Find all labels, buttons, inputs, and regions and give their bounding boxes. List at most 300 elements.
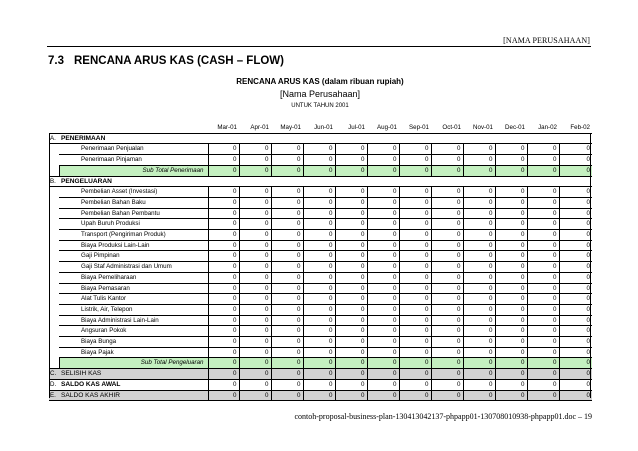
cell-value: 0 [303,208,335,219]
cell-value: 0 [303,347,335,358]
cell-value: 0 [495,304,527,315]
cell-value: 0 [527,315,559,326]
cell-value: 0 [495,165,527,176]
empty-cell [239,133,271,144]
cell-value: 0 [208,230,239,241]
cell-value: 0 [303,155,335,166]
cell-value: 0 [463,326,495,337]
cell-value: 0 [271,165,303,176]
row-label: Sub Total Pengeluaran [59,358,208,369]
cell-value: 0 [431,155,463,166]
cell-value: 0 [367,294,399,305]
cell-value: 0 [335,208,367,219]
table-row [49,187,592,198]
table-row [49,272,592,283]
cell-value: 0 [527,379,559,390]
cell-value: 0 [559,187,592,198]
cell-value: 0 [463,390,495,401]
table-row [49,144,592,155]
row-label: Pembelian Bahan Baku [59,197,208,208]
cell-value: 0 [208,337,239,348]
cell-value: 0 [463,230,495,241]
cell-value: 0 [367,262,399,273]
cell-value: 0 [239,197,271,208]
section-title: RENCANA ARUS KAS (CASH – FLOW) [74,55,284,67]
month-header: Apr-01 [239,123,271,133]
cell-value: 0 [463,165,495,176]
document-footer: contoh-proposal-business-plan-130413042137-phpapp01-130708010938-phpapp01.doc – 19 [294,412,592,421]
cell-value: 0 [463,219,495,230]
cell-value: 0 [463,208,495,219]
cell-value: 0 [335,304,367,315]
cell-value: 0 [208,283,239,294]
cell-value: 0 [335,294,367,305]
table-left-border [49,133,50,398]
cell-value: 0 [367,187,399,198]
cell-value: 0 [271,347,303,358]
cell-value: 0 [367,390,399,401]
empty-cell [239,176,271,187]
empty-cell [399,176,431,187]
cell-value: 0 [559,379,592,390]
cell-value: 0 [399,379,431,390]
cell-value: 0 [208,272,239,283]
cell-value: 0 [367,144,399,155]
cell-value: 0 [559,208,592,219]
cell-value: 0 [495,262,527,273]
cell-value: 0 [239,219,271,230]
cell-value: 0 [303,283,335,294]
month-header: Oct-01 [431,123,463,133]
cell-value: 0 [431,283,463,294]
cell-value: 0 [431,219,463,230]
row-label: SALDO KAS AKHIR [59,390,208,401]
row-letter: A. [49,133,59,144]
cell-value: 0 [208,347,239,358]
empty-cell [335,176,367,187]
cell-value: 0 [208,219,239,230]
cell-value: 0 [367,219,399,230]
cell-value: 0 [335,197,367,208]
table-row [49,315,592,326]
section-number: 7.3 [48,55,64,67]
cell-value: 0 [208,240,239,251]
cell-value: 0 [271,283,303,294]
row-letter [49,155,59,166]
cell-value: 0 [271,337,303,348]
cell-value: 0 [208,187,239,198]
month-header-row [49,123,592,133]
cell-value: 0 [495,197,527,208]
cell-value: 0 [559,283,592,294]
cell-value: 0 [463,262,495,273]
cell-value: 0 [559,251,592,262]
cell-value: 0 [431,262,463,273]
cell-value: 0 [239,251,271,262]
cell-value: 0 [559,337,592,348]
empty-cell [463,133,495,144]
row-letter [49,272,59,283]
cell-value: 0 [495,326,527,337]
cell-value: 0 [303,337,335,348]
cell-value: 0 [271,294,303,305]
cell-value: 0 [399,262,431,273]
cell-value: 0 [367,251,399,262]
cell-value: 0 [367,165,399,176]
cell-value: 0 [208,304,239,315]
cell-value: 0 [239,262,271,273]
empty-cell [495,176,527,187]
cell-value: 0 [399,315,431,326]
table-row [49,230,592,241]
cell-value: 0 [559,369,592,380]
cell-value: 0 [399,294,431,305]
empty-cell [527,133,559,144]
cell-value: 0 [559,294,592,305]
row-label: Biaya Produksi Lain-Lain [59,240,208,251]
cell-value: 0 [495,219,527,230]
cell-value: 0 [335,219,367,230]
row-label: Biaya Administrasi Lain-Lain [59,315,208,326]
cell-value: 0 [239,230,271,241]
cell-value: 0 [463,144,495,155]
cell-value: 0 [463,283,495,294]
cell-value: 0 [335,369,367,380]
row-letter [49,251,59,262]
cell-value: 0 [527,262,559,273]
month-header: Nov-01 [463,123,495,133]
empty-cell [559,176,592,187]
row-letter [49,283,59,294]
summary-row [49,379,592,390]
cell-value: 0 [335,326,367,337]
cell-value: 0 [303,304,335,315]
cell-value: 0 [527,230,559,241]
cell-value: 0 [399,240,431,251]
cell-value: 0 [367,358,399,369]
cell-value: 0 [208,294,239,305]
cell-value: 0 [239,326,271,337]
cell-value: 0 [463,337,495,348]
cell-value: 0 [527,358,559,369]
month-header: Jan-02 [527,123,559,133]
cell-value: 0 [495,379,527,390]
header-spacer [49,123,59,133]
cell-value: 0 [239,155,271,166]
empty-cell [559,133,592,144]
cell-value: 0 [431,144,463,155]
cell-value: 0 [303,251,335,262]
cell-value: 0 [367,315,399,326]
cell-value: 0 [271,326,303,337]
row-letter [49,326,59,337]
row-letter [49,165,59,176]
row-label: Listrik, Air, Telepon [59,304,208,315]
cell-value: 0 [208,390,239,401]
cell-value: 0 [559,230,592,241]
cell-value: 0 [208,315,239,326]
cell-value: 0 [431,304,463,315]
cell-value: 0 [208,379,239,390]
cell-value: 0 [303,187,335,198]
cell-value: 0 [271,187,303,198]
cell-value: 0 [271,315,303,326]
cell-value: 0 [208,326,239,337]
cell-value: 0 [367,240,399,251]
cell-value: 0 [527,208,559,219]
row-letter [49,337,59,348]
cell-value: 0 [367,197,399,208]
cell-value: 0 [239,187,271,198]
cell-value: 0 [239,304,271,315]
cell-value: 0 [527,240,559,251]
header-rule [47,46,591,47]
cell-value: 0 [399,197,431,208]
cell-value: 0 [303,294,335,305]
cell-value: 0 [431,358,463,369]
cell-value: 0 [303,369,335,380]
cell-value: 0 [559,165,592,176]
cell-value: 0 [335,165,367,176]
row-label: PENGELUARAN [59,176,208,187]
cell-value: 0 [559,326,592,337]
cell-value: 0 [559,240,592,251]
cell-value: 0 [367,272,399,283]
cell-value: 0 [399,337,431,348]
cell-value: 0 [367,337,399,348]
cell-value: 0 [431,369,463,380]
cell-value: 0 [399,187,431,198]
empty-cell [431,176,463,187]
empty-cell [399,133,431,144]
cell-value: 0 [431,390,463,401]
cell-value: 0 [463,197,495,208]
cell-value: 0 [431,315,463,326]
cell-value: 0 [527,144,559,155]
row-label: Penerimaan Penjualan [59,144,208,155]
table-row [49,262,592,273]
cell-value: 0 [303,230,335,241]
cell-value: 0 [367,379,399,390]
cell-value: 0 [463,358,495,369]
cell-value: 0 [495,283,527,294]
empty-cell [463,176,495,187]
cell-value: 0 [271,144,303,155]
cell-value: 0 [463,315,495,326]
row-label: Pembelian Asset (Investasi) [59,187,208,198]
cell-value: 0 [271,197,303,208]
cell-value: 0 [239,315,271,326]
cell-value: 0 [367,369,399,380]
cell-value: 0 [303,315,335,326]
cell-value: 0 [239,347,271,358]
cell-value: 0 [495,208,527,219]
cell-value: 0 [527,155,559,166]
cell-value: 0 [527,219,559,230]
cell-value: 0 [495,369,527,380]
cell-value: 0 [527,165,559,176]
cell-value: 0 [367,304,399,315]
subtotal-row [49,165,592,176]
cell-value: 0 [271,219,303,230]
cell-value: 0 [559,155,592,166]
cell-value: 0 [335,230,367,241]
cell-value: 0 [495,144,527,155]
row-label: Angsuran Pokok [59,326,208,337]
table-row [49,197,592,208]
cell-value: 0 [335,262,367,273]
cell-value: 0 [399,251,431,262]
cell-value: 0 [208,208,239,219]
table-row [49,326,592,337]
cell-value: 0 [303,165,335,176]
row-letter [49,187,59,198]
cell-value: 0 [559,315,592,326]
cell-value: 0 [463,251,495,262]
row-letter [49,144,59,155]
cell-value: 0 [303,240,335,251]
cell-value: 0 [271,262,303,273]
cell-value: 0 [399,304,431,315]
cell-value: 0 [271,272,303,283]
empty-cell [271,176,303,187]
table-row [49,155,592,166]
cell-value: 0 [271,240,303,251]
cell-value: 0 [527,369,559,380]
subtotal-row [49,358,592,369]
cell-value: 0 [271,230,303,241]
empty-cell [527,176,559,187]
row-letter: E. [49,390,59,401]
cell-value: 0 [431,240,463,251]
cell-value: 0 [367,155,399,166]
cell-value: 0 [367,326,399,337]
cash-flow-table [49,123,592,401]
cell-value: 0 [495,337,527,348]
row-label: Alat Tulis Kantor [59,294,208,305]
month-header: May-01 [271,123,303,133]
row-letter [49,294,59,305]
cell-value: 0 [208,369,239,380]
cell-value: 0 [559,272,592,283]
report-title: RENCANA ARUS KAS (dalam ribuan rupiah) [236,77,404,86]
table-row [49,219,592,230]
empty-cell [208,133,239,144]
cell-value: 0 [303,379,335,390]
table-right-border [590,133,591,398]
report-company: [Nama Perusahaan] [279,89,361,99]
cell-value: 0 [303,390,335,401]
cell-value: 0 [335,272,367,283]
cell-value: 0 [303,358,335,369]
cell-value: 0 [208,197,239,208]
row-letter [49,240,59,251]
cell-value: 0 [335,315,367,326]
cell-value: 0 [559,347,592,358]
cell-value: 0 [367,208,399,219]
cell-value: 0 [239,390,271,401]
table-row [49,347,592,358]
cell-value: 0 [208,251,239,262]
empty-cell [208,176,239,187]
cell-value: 0 [527,294,559,305]
cell-value: 0 [431,187,463,198]
cell-value: 0 [463,272,495,283]
summary-row [49,369,592,380]
month-header: Sep-01 [399,123,431,133]
table-row [49,337,592,348]
cell-value: 0 [431,230,463,241]
document-header-company: [NAMA PERUSAHAAN] [503,36,590,45]
cell-value: 0 [271,390,303,401]
row-letter [49,358,59,369]
cell-value: 0 [495,294,527,305]
cell-value: 0 [527,251,559,262]
cell-value: 0 [271,155,303,166]
cell-value: 0 [239,240,271,251]
row-letter [49,230,59,241]
cell-value: 0 [463,369,495,380]
cell-value: 0 [431,347,463,358]
row-label: SALDO KAS AWAL [59,379,208,390]
cell-value: 0 [495,251,527,262]
cell-value: 0 [271,208,303,219]
cell-value: 0 [399,208,431,219]
row-letter [49,347,59,358]
cell-value: 0 [208,155,239,166]
row-label: Biaya Bunga [59,337,208,348]
cell-value: 0 [271,304,303,315]
cell-value: 0 [335,187,367,198]
row-letter: D. [49,379,59,390]
cell-value: 0 [399,219,431,230]
cell-value: 0 [431,272,463,283]
cell-value: 0 [527,283,559,294]
cell-value: 0 [303,272,335,283]
row-label: Upah Buruh Produksi [59,219,208,230]
empty-cell [303,133,335,144]
month-header: Mar-01 [208,123,239,133]
cell-value: 0 [208,144,239,155]
cell-value: 0 [208,358,239,369]
cell-value: 0 [208,262,239,273]
empty-cell [367,133,399,144]
cell-value: 0 [335,347,367,358]
row-letter [49,219,59,230]
row-letter: C. [49,369,59,380]
cell-value: 0 [495,315,527,326]
cell-value: 0 [303,219,335,230]
cell-value: 0 [239,272,271,283]
empty-cell [303,176,335,187]
row-label: Biaya Pajak [59,347,208,358]
cell-value: 0 [495,240,527,251]
cell-value: 0 [559,144,592,155]
cell-value: 0 [527,272,559,283]
summary-row [49,390,592,401]
cell-value: 0 [208,165,239,176]
cell-value: 0 [239,144,271,155]
cell-value: 0 [239,379,271,390]
cell-value: 0 [239,208,271,219]
cell-value: 0 [559,197,592,208]
row-label: PENERIMAAN [59,133,208,144]
row-letter [49,262,59,273]
cell-value: 0 [399,347,431,358]
cell-value: 0 [239,283,271,294]
row-letter: B. [49,176,59,187]
row-label: Gaji Staf Administrasi dan Umum [59,262,208,273]
